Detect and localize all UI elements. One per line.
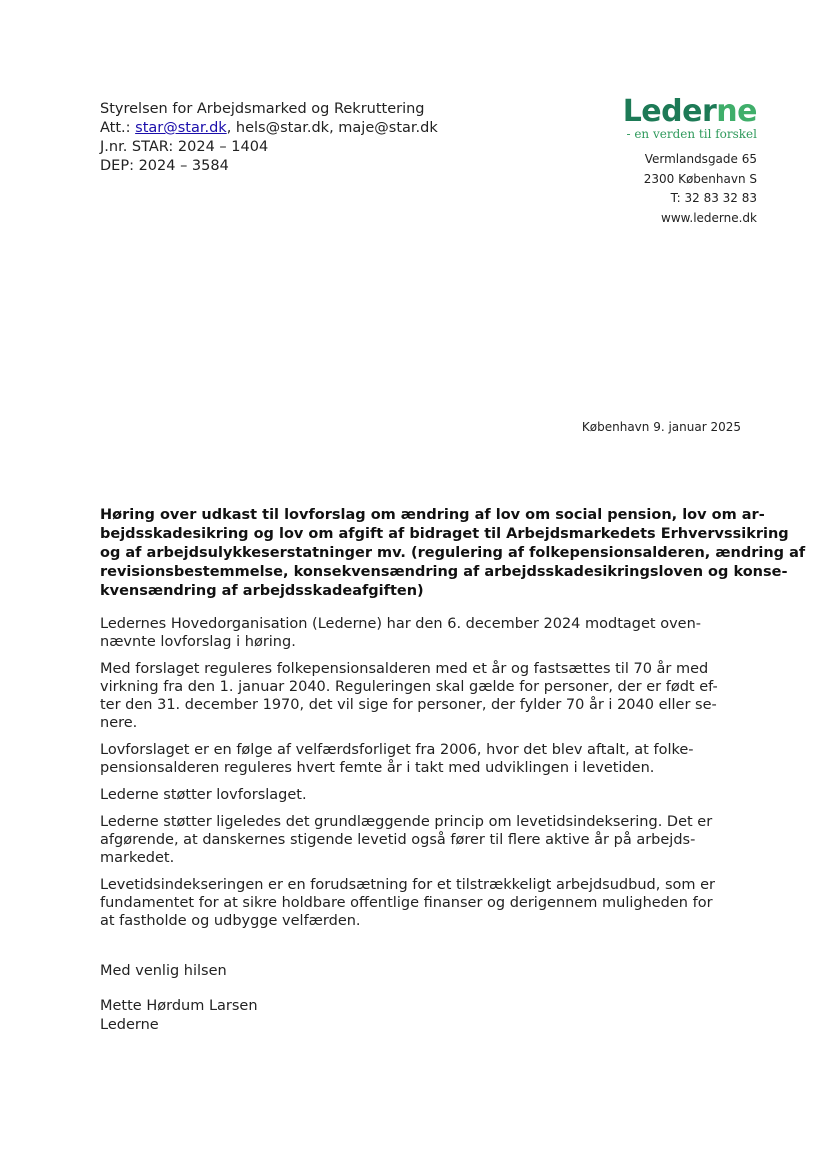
subject-line: bejdsskadesikring og lov om afgift af bidraget til Arbejdsmarkedets Erhvervssikring: [100, 526, 789, 542]
body-paragraph-3: Lovforslaget er en følge af velfærdsforliget fra 2006, hvor det blev aftalt, at folke- pensionsalderen reguleres hvert femte år i takt med udviklingen i levetiden.: [100, 742, 694, 776]
recipient-name: Styrelsen for Arbejdsmarked og Rekruttering: [100, 101, 425, 117]
closing-salutation: Med venlig hilsen: [100, 963, 227, 979]
logo-wordmark: Lederne: [622, 94, 757, 129]
subject-line: Høring over udkast til lovforslag om ændring af lov om social pension, lov om ar-: [100, 507, 765, 523]
letter-date: København 9. januar 2025: [581, 420, 741, 434]
body-paragraph-1: Ledernes Hovedorganisation (Lederne) har den 6. december 2024 modtaget oven- nævnte lovforslag i høring.: [100, 616, 701, 650]
att-prefix: Att.:: [100, 120, 136, 136]
subject-line: revisionsbestemmelse, konsekvensændring af arbejdsskadesikringsloven og konse-: [100, 564, 788, 580]
body-paragraph-2: Med forslaget reguleres folkepensionsalderen med et år og fastsættes til 70 år med virkning fra den 1. januar 2040. Reguleringen skal gælde for personer, der er født ef- ter den 31. december 1970, det vil sige for personer, der fylder 70 år i 2040 eller se- nere.: [100, 661, 718, 731]
subject-heading: [100, 506, 806, 601]
subject-line: og af arbejdsulykkeserstatninger mv. (regulering af folkepensionsalderen, ændring af: [100, 545, 806, 561]
signatory-name: Mette Hørdum Larsen: [100, 998, 258, 1014]
address-web: www.lederne.dk: [661, 210, 757, 225]
signatory-org: Lederne: [100, 1017, 159, 1033]
recipient-jnr: J.nr. STAR: 2024 – 1404: [100, 139, 269, 155]
subject-line: kvensændring af arbejdsskadeafgiften): [100, 583, 424, 599]
sender-address: [644, 150, 757, 228]
letter-body: [100, 615, 740, 939]
signature-block: [100, 997, 258, 1035]
recipient-block: [100, 100, 438, 176]
body-paragraph-5: Lederne støtter ligeledes det grundlæggende princip om levetidsindeksering. Det er afgørende, at danskernes stigende levetid også fører til flere aktive år på arbejds- markedet.: [100, 814, 713, 866]
address-phone: T: 32 83 32 83: [670, 191, 757, 205]
att-rest: , hels@star.dk, maje@star.dk: [226, 120, 438, 136]
address-city: 2300 København S: [643, 171, 757, 186]
email-link-star[interactable]: star@star.dk: [135, 120, 227, 136]
body-paragraph-6: Levetidsindekseringen er en forudsætning for et tilstrækkeligt arbejdsudbud, som er fundamentet for at sikre holdbare offentlige finanser og derigennem muligheden for at fastholde og udbygge velfærden.: [100, 877, 715, 929]
address-street: Vermlandsgade 65: [644, 152, 757, 166]
body-paragraph-4: Lederne støtter lovforslaget.: [100, 787, 307, 803]
recipient-att: [100, 119, 438, 138]
logo-tagline: - en verden til forskel: [626, 127, 757, 141]
recipient-dep: DEP: 2024 – 3584: [100, 158, 229, 174]
lederne-logo: [623, 96, 757, 141]
